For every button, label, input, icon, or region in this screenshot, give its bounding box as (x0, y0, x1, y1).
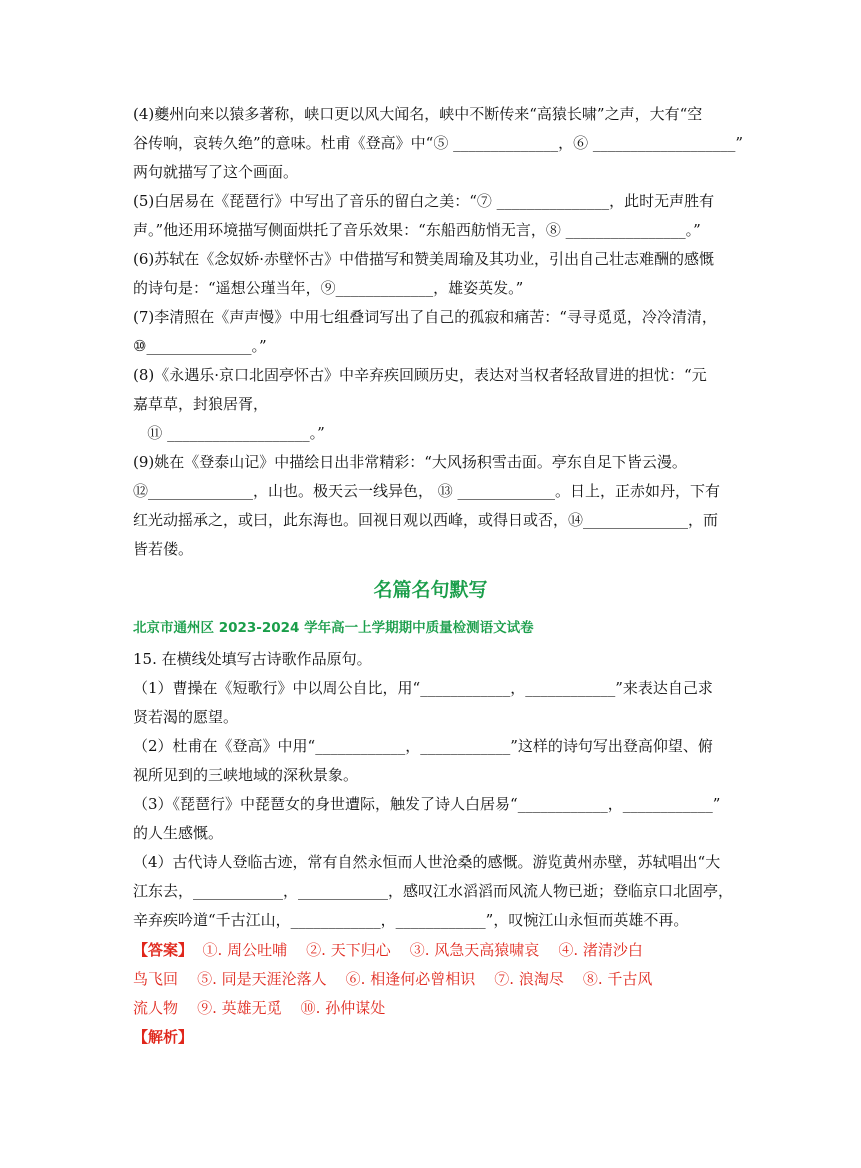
text-line: （2）杜甫在《登高》中用“____________，____________”这样的诗句写出登高仰望、俯 (133, 737, 713, 755)
section-title: 名篇名句默写 (373, 579, 488, 601)
answer-block (133, 936, 733, 1052)
text-line: 15. 在横线处填写古诗歌作品原句。 (133, 650, 372, 668)
question-15-block (133, 645, 733, 935)
text-line: 的诗句是：“遥想公瑾当年，⑨_____________，雄姿英发。” (133, 279, 524, 297)
text-line: 辛弃疾吟道“千古江山，____________，____________”，叹惋江山永恒而英雄不再。 (133, 911, 689, 929)
answer-line (133, 936, 733, 965)
answer-label: 【答案】 (133, 941, 194, 959)
text-line: 贤若渴的愿望。 (133, 708, 239, 726)
text-line: (4)夔州向来以猿多著称，峡口更以风大闻名，峡中不断传来“高猿长啸”之声，大有“空 (133, 105, 703, 123)
text-line: 视所见到的三峡地域的深秋景象。 (133, 766, 359, 784)
text-line: 谷传响，哀转久绝”的意味。杜甫《登高》中“⑤ ______________，⑥ ___________________” (133, 134, 744, 152)
text-line: (5)白居易在《琵琶行》中写出了音乐的留白之美：“⑦ _______________，此时无声胜有 (133, 192, 715, 210)
text-line: 红光动摇承之，或曰，此东海也。回视日观以西峰，或得日或否，⑭______________，而 (133, 511, 719, 529)
top-question-block (133, 100, 744, 564)
text-line: ⑫______________，山也。极天云一线异色， ⑬ _____________。日上，正赤如丹，下有 (133, 482, 721, 500)
text-line: （3）《琵琶行》中琵琶女的身世遭际，触发了诗人白居易“____________，____________” (133, 795, 721, 813)
text-line: (6)苏轼在《念奴娇·赤壁怀古》中借描写和赞美周瑜及其功业，引出自己壮志难酬的感慨 (133, 250, 715, 268)
text-line: (8)《永遇乐·京口北固亭怀古》中辛弃疾回顾历史，表达对当权者轻敌冒进的担忧：“元 (133, 366, 707, 384)
text-line: 江东去，____________，____________，感叹江水滔滔而风流人物已逝；登临京口北固亭， (133, 882, 734, 900)
text-line: ⑪ ___________________。” (133, 424, 325, 442)
text-line: (7)李清照在《声声慢》中用七组叠词写出了自己的孤寂和痛苦：“寻寻觅觅，冷冷清清， (133, 308, 717, 326)
text-line: （1）曹操在《短歌行》中以周公自比，用“____________，____________”来表达自己求 (133, 679, 713, 697)
text-line: 的人生感慨。 (133, 824, 224, 842)
text-line: 两句就描写了这个画面。 (133, 163, 299, 181)
text-line: (9)姚在《登泰山记》中描绘日出非常精彩：“大风扬积雪击面。亭东自足下皆云漫。 (133, 453, 687, 471)
text-line: ⑩______________。” (133, 337, 267, 355)
source-line: 北京市通州区 2023-2024 学年高一上学期期中质量检测语文试卷 (133, 620, 534, 636)
analysis-label: 【解析】 (133, 1028, 194, 1046)
answer-line: 鸟飞回 ⑤. 同是天涯沦落人 ⑥. 相逢何必曾相识 ⑦. 浪淘尽 ⑧. 千古风 (133, 970, 653, 988)
text-line: （4）古代诗人登临古迹，常有自然永恒而人世沧桑的感慨。游览黄州赤壁，苏轼唱出“大 (133, 853, 721, 871)
text-line: 嘉草草，封狼居胥， (133, 395, 269, 413)
answer-text: ①. 周公吐哺 ②. 天下归心 ③. 风急天高猿啸哀 ④. 渚清沙白 (193, 941, 643, 959)
answer-line: 流人物 ⑨. 英雄无觅 ⑩. 孙仲谋处 (133, 999, 386, 1017)
text-line: 声。”他还用环境描写侧面烘托了音乐效果：“东船西舫悄无言，⑧ ________________。” (133, 221, 701, 239)
text-line: 皆若偻。 (133, 540, 194, 558)
